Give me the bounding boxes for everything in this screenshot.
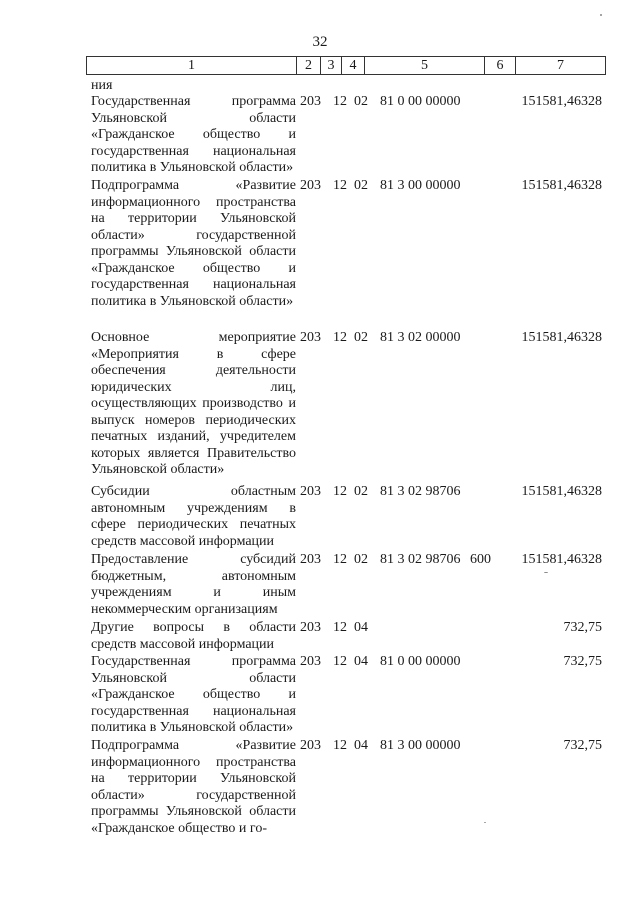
row-target-code: 81 3 00 00000 — [380, 738, 461, 753]
row-subsection-code: 02 — [354, 94, 368, 109]
row-target-code: 81 0 00 00000 — [380, 654, 461, 669]
continuation-text: ния — [91, 78, 113, 93]
row-admin-code: 203 — [300, 654, 321, 669]
row-admin-code: 203 — [300, 484, 321, 499]
row-subsection-code: 04 — [354, 654, 368, 669]
row-amount: 732,75 — [563, 620, 602, 635]
row-section-code: 12 — [333, 620, 347, 635]
row-subsection-code: 02 — [354, 484, 368, 499]
row-name: Подпрограмма «Развитие информационного пространства на территории Ульяновской области» государственной программы Ульяновской области «Гражданское общество и го- — [91, 738, 296, 836]
column-header-5: 5 — [365, 57, 485, 75]
row-section-code: 12 — [333, 178, 347, 193]
row-subsection-code: 04 — [354, 620, 368, 635]
row-section-code: 12 — [333, 330, 347, 345]
row-amount: 151581,46328 — [521, 552, 602, 567]
row-name: Основное мероприятие «Мероприятия в сфере обеспечения деятельности юридических лиц, осуществляющих производство и выпуск номеров периодических печатных изданий, учредителем которых является Правительство Ульяновской области» — [91, 330, 296, 477]
row-admin-code: 203 — [300, 552, 321, 567]
page-number: 32 — [312, 34, 328, 50]
row-amount: 151581,46328 — [521, 94, 602, 109]
row-target-code: 81 3 02 98706 — [380, 484, 461, 499]
row-subsection-code: 02 — [354, 552, 368, 567]
scan-speck — [484, 822, 486, 823]
column-header-table — [86, 56, 606, 75]
column-header-3: 3 — [321, 57, 342, 75]
row-amount: 151581,46328 — [521, 178, 602, 193]
row-target-code: 81 3 02 00000 — [380, 330, 461, 345]
row-section-code: 12 — [333, 552, 347, 567]
scan-speck — [600, 14, 602, 16]
row-section-code: 12 — [333, 654, 347, 669]
row-subsection-code: 02 — [354, 178, 368, 193]
row-section-code: 12 — [333, 738, 347, 753]
column-header-6: 6 — [485, 57, 516, 75]
row-name: Предоставление субсидий бюджетным, автономным учреждениям и иным некоммерческим организациям — [91, 552, 296, 617]
row-amount: 732,75 — [563, 738, 602, 753]
row-admin-code: 203 — [300, 330, 321, 345]
row-admin-code: 203 — [300, 620, 321, 635]
row-amount: 151581,46328 — [521, 330, 602, 345]
row-admin-code: 203 — [300, 94, 321, 109]
row-admin-code: 203 — [300, 178, 321, 193]
column-header-4: 4 — [342, 57, 365, 75]
column-header-1: 1 — [87, 57, 297, 75]
column-header-2: 2 — [297, 57, 321, 75]
row-section-code: 12 — [333, 484, 347, 499]
row-subsection-code: 04 — [354, 738, 368, 753]
column-header-row — [87, 57, 606, 75]
row-expense-type: 600 — [470, 552, 491, 567]
row-name: Государственная программа Ульяновской области «Гражданское общество и государственная национальная политика в Ульяновской области» — [91, 94, 296, 175]
row-name: Субсидии областным автономным учреждениям в сфере периодических печатных средств массовой информации — [91, 484, 296, 549]
row-name: Государственная программа Ульяновской области «Гражданское общество и государственная национальная политика в Ульяновской области» — [91, 654, 296, 735]
row-target-code: 81 3 00 00000 — [380, 178, 461, 193]
row-target-code: 81 3 02 98706 — [380, 552, 461, 567]
row-name: Подпрограмма «Развитие информационного пространства на территории Ульяновской области» государственной программы Ульяновской области «Гражданское общество и государственная национальная политика в Ульяновской области» — [91, 178, 296, 309]
column-header-7: 7 — [516, 57, 606, 75]
scan-speck — [544, 572, 548, 573]
row-amount: 151581,46328 — [521, 484, 602, 499]
row-section-code: 12 — [333, 94, 347, 109]
row-admin-code: 203 — [300, 738, 321, 753]
row-name: Другие вопросы в области средств массовой информации — [91, 620, 296, 652]
row-subsection-code: 02 — [354, 330, 368, 345]
row-amount: 732,75 — [563, 654, 602, 669]
row-target-code: 81 0 00 00000 — [380, 94, 461, 109]
